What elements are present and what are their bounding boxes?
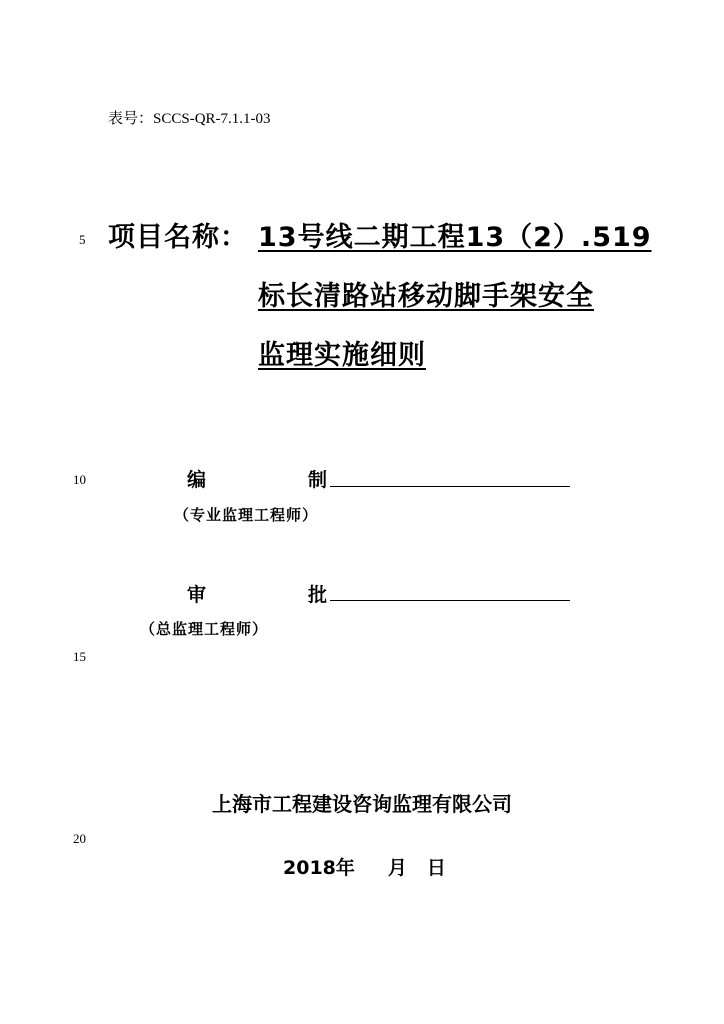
project-name-line-3: 监理实施细则 — [258, 340, 426, 371]
date-year: 2018年 — [283, 857, 355, 879]
line-number: 20 — [73, 831, 86, 846]
compile-signature-line — [330, 486, 570, 487]
approve-label-left: 审 — [187, 584, 207, 606]
project-name-line-1: 13号线二期工程13（2）.519 — [258, 222, 652, 253]
project-name-line-2: 标长清路站移动脚手架安全 — [258, 281, 594, 312]
compile-label-right: 制 — [308, 469, 328, 491]
line-number: 15 — [73, 649, 86, 664]
compile-role-note: （专业监理工程师） — [174, 506, 319, 524]
company-name: 上海市工程建设咨询监理有限公司 — [212, 792, 512, 816]
project-name-label: 项目名称： — [108, 222, 248, 253]
line-number: 5 — [79, 232, 86, 247]
compile-label-left: 编 — [187, 469, 207, 491]
date-month: 月 — [387, 857, 407, 879]
approve-role-note: （总监理工程师） — [140, 620, 269, 638]
form-number: 表号：SCCS-QR-7.1.1-03 — [108, 111, 271, 127]
date-day: 日 — [426, 857, 446, 879]
line-number: 10 — [73, 472, 86, 487]
date-row — [283, 853, 446, 880]
approve-signature-line — [330, 600, 570, 601]
approve-label-right: 批 — [308, 584, 328, 606]
